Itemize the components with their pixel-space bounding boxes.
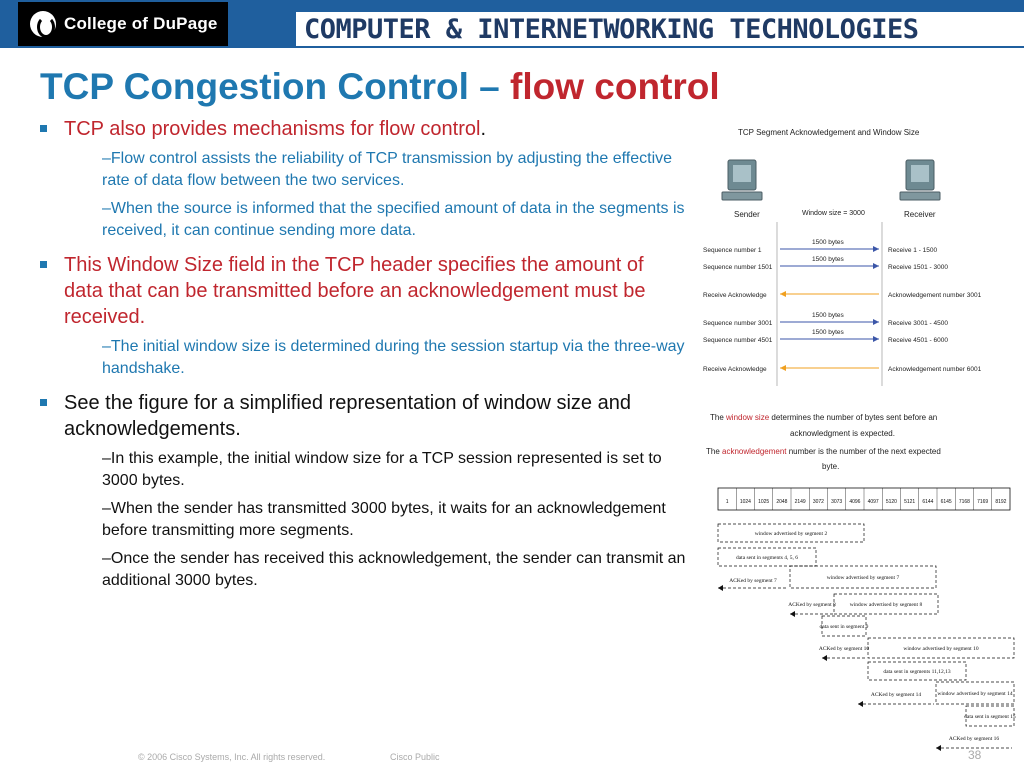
row-left-label: Sequence number 4501 bbox=[703, 337, 773, 344]
window-label: ACKed by segment 7 bbox=[729, 578, 777, 584]
arrow-head-icon bbox=[873, 336, 879, 342]
strip-byte-label: 5120 bbox=[885, 499, 897, 505]
row-bytes-label: 1500 bytes bbox=[812, 329, 844, 336]
row-left-label: Sequence number 1501 bbox=[703, 264, 773, 271]
strip-byte-label: 5121 bbox=[904, 499, 916, 505]
window-label: ACKed by segment 10 bbox=[818, 646, 870, 652]
row-right-label: Acknowledgement number 3001 bbox=[888, 292, 982, 299]
title-accent: flow control bbox=[510, 66, 720, 107]
bullet-2 bbox=[40, 252, 688, 330]
arrow-head-icon bbox=[936, 745, 941, 751]
slide-content bbox=[40, 116, 688, 598]
strip-byte-label: 1025 bbox=[758, 499, 770, 505]
window-label: window advertised by segment 10 bbox=[903, 646, 979, 652]
caption-highlight: window size bbox=[726, 413, 770, 422]
row-left-label: Receive Acknowledge bbox=[703, 366, 767, 373]
svg-text:The window size determines the bbox=[710, 413, 937, 422]
caption-text: The bbox=[710, 413, 727, 422]
sub-bullet: –Flow control assists the reliability of TCP transmission by adjusting the effective rate of data flow between the two services. bbox=[102, 150, 673, 189]
strip-byte-label: 1024 bbox=[739, 499, 751, 505]
arrow-head-icon bbox=[873, 263, 879, 269]
strip-byte-label: 4097 bbox=[867, 499, 879, 505]
sender-computer-icon bbox=[722, 160, 762, 200]
row-bytes-label: 1500 bytes bbox=[812, 312, 844, 319]
strip-byte-label: 2048 bbox=[776, 499, 788, 505]
sub-bullet: –When the sender has transmitted 3000 bytes, it waits for an acknowledgement before transmitting more segments. bbox=[102, 500, 666, 539]
window-label: window advertised by segment 8 bbox=[849, 602, 923, 608]
copyright-footer: © 2006 Cisco Systems, Inc. All rights reserved. bbox=[138, 752, 326, 762]
figure-svg bbox=[698, 124, 1020, 754]
department-title: COMPUTER & INTERNETWORKING TECHNOLOGIES bbox=[304, 14, 919, 45]
strip-byte-label: 4096 bbox=[849, 499, 861, 505]
window-label: window advertised by segment 14 bbox=[937, 691, 1013, 697]
logo-text: College of DuPage bbox=[64, 14, 218, 33]
row-bytes-label: 1500 bytes bbox=[812, 256, 844, 263]
sub-bullet: –In this example, the initial window size for a TCP session represented is set to 3000 bytes. bbox=[102, 450, 662, 489]
caption-text: determines the number of bytes sent before an bbox=[769, 413, 938, 422]
strip-byte-label: 7169 bbox=[977, 499, 989, 505]
bullet-text: See the figure for a simplified representation of window size and acknowledgements. bbox=[64, 392, 631, 440]
caption-highlight: acknowledgement bbox=[722, 447, 787, 456]
window-diagram bbox=[718, 524, 1016, 751]
byte-strip-cells bbox=[726, 488, 1007, 510]
arrow-head-icon bbox=[780, 365, 786, 371]
strip-byte-label: 3072 bbox=[812, 499, 824, 505]
bullet-text: TCP also provides mechanisms for flow control bbox=[64, 118, 481, 140]
arrow-head-icon bbox=[873, 319, 879, 325]
page-number: 38 bbox=[968, 748, 982, 762]
strip-byte-label: 6144 bbox=[922, 499, 934, 505]
bullet-suffix: . bbox=[480, 118, 487, 140]
bullet-1 bbox=[40, 116, 688, 142]
window-label: data sent in segments 11,12,13 bbox=[883, 669, 951, 675]
caption-text: The bbox=[706, 447, 723, 456]
arrow-head-icon bbox=[790, 611, 795, 617]
cod-logo-icon bbox=[30, 11, 56, 37]
slide-title bbox=[40, 66, 720, 108]
classification-footer: Cisco Public bbox=[390, 752, 440, 762]
title-main: TCP Congestion Control – bbox=[40, 66, 511, 107]
receiver-label: Receiver bbox=[904, 210, 936, 219]
arrow-head-icon bbox=[780, 291, 786, 297]
arrow-head-icon bbox=[718, 585, 723, 591]
sub-bullet: –Once the sender has received this acknowledgement, the sender can transmit an additional 3000 bytes. bbox=[102, 550, 686, 589]
college-logo bbox=[18, 2, 228, 46]
strip-byte-label: 7168 bbox=[958, 499, 970, 505]
window-size-label: Window size = 3000 bbox=[802, 210, 865, 217]
row-bytes-label: 1500 bytes bbox=[812, 239, 844, 246]
caption-text: number is the number of the next expected bbox=[786, 447, 941, 456]
window-label: window advertised by segment 2 bbox=[754, 531, 828, 537]
strip-byte-label: 1 bbox=[725, 499, 729, 505]
row-left-label: Sequence number 3001 bbox=[703, 320, 773, 327]
caption-text: byte. bbox=[822, 462, 840, 471]
row-left-label: Receive Acknowledge bbox=[703, 292, 767, 299]
figure-title: TCP Segment Acknowledgement and Window Size bbox=[738, 128, 920, 137]
header-bar bbox=[0, 0, 1024, 48]
arrow-head-icon bbox=[822, 655, 827, 661]
window-label: ACKed by segment 16 bbox=[948, 736, 1000, 742]
row-right-label: Receive 1 - 1500 bbox=[888, 247, 938, 254]
sequence-rows bbox=[703, 239, 982, 373]
row-right-label: Receive 1501 - 3000 bbox=[888, 264, 948, 271]
bullet-marker-icon bbox=[40, 399, 47, 406]
svg-text:The acknowledgement number is bbox=[706, 447, 941, 456]
strip-byte-label: 2149 bbox=[794, 499, 806, 505]
window-label: data sent in segment 9 bbox=[819, 624, 869, 630]
window-label: ACKed by segment 14 bbox=[870, 692, 922, 698]
sub-bullet: –When the source is informed that the specified amount of data in the segments is received, it can continue sending more data. bbox=[102, 200, 685, 239]
tcp-window-figure bbox=[698, 124, 1020, 754]
row-right-label: Receive 3001 - 4500 bbox=[888, 320, 948, 327]
caption-text: acknowledgment is expected. bbox=[790, 429, 895, 438]
sender-label: Sender bbox=[734, 210, 760, 219]
strip-byte-label: 3073 bbox=[831, 499, 843, 505]
row-right-label: Receive 4501 - 6000 bbox=[888, 337, 948, 344]
bullet-marker-icon bbox=[40, 125, 47, 132]
row-left-label: Sequence number 1 bbox=[703, 247, 762, 254]
window-label: data sent in segment 15 bbox=[964, 714, 1016, 720]
arrow-head-icon bbox=[873, 246, 879, 252]
strip-byte-label: 8192 bbox=[995, 499, 1007, 505]
figure-caption bbox=[706, 413, 941, 471]
window-label: window advertised by segment 7 bbox=[826, 575, 900, 581]
bullet-3 bbox=[40, 390, 688, 442]
bullet-text: This Window Size field in the TCP header specifies the amount of data that can be transmitted before an acknowledgement must be received. bbox=[64, 254, 646, 328]
bullet-marker-icon bbox=[40, 261, 47, 268]
strip-byte-label: 6145 bbox=[940, 499, 952, 505]
department-banner bbox=[296, 12, 1024, 46]
row-right-label: Acknowledgement number 6001 bbox=[888, 366, 982, 373]
window-label: data sent in segments 4, 5, 6 bbox=[735, 555, 799, 561]
window-label: ACKed by segment 8 bbox=[788, 602, 836, 608]
arrow-head-icon bbox=[858, 701, 863, 707]
receiver-computer-icon bbox=[900, 160, 940, 200]
sub-bullet: –The initial window size is determined during the session startup via the three-way handshake. bbox=[102, 338, 685, 377]
